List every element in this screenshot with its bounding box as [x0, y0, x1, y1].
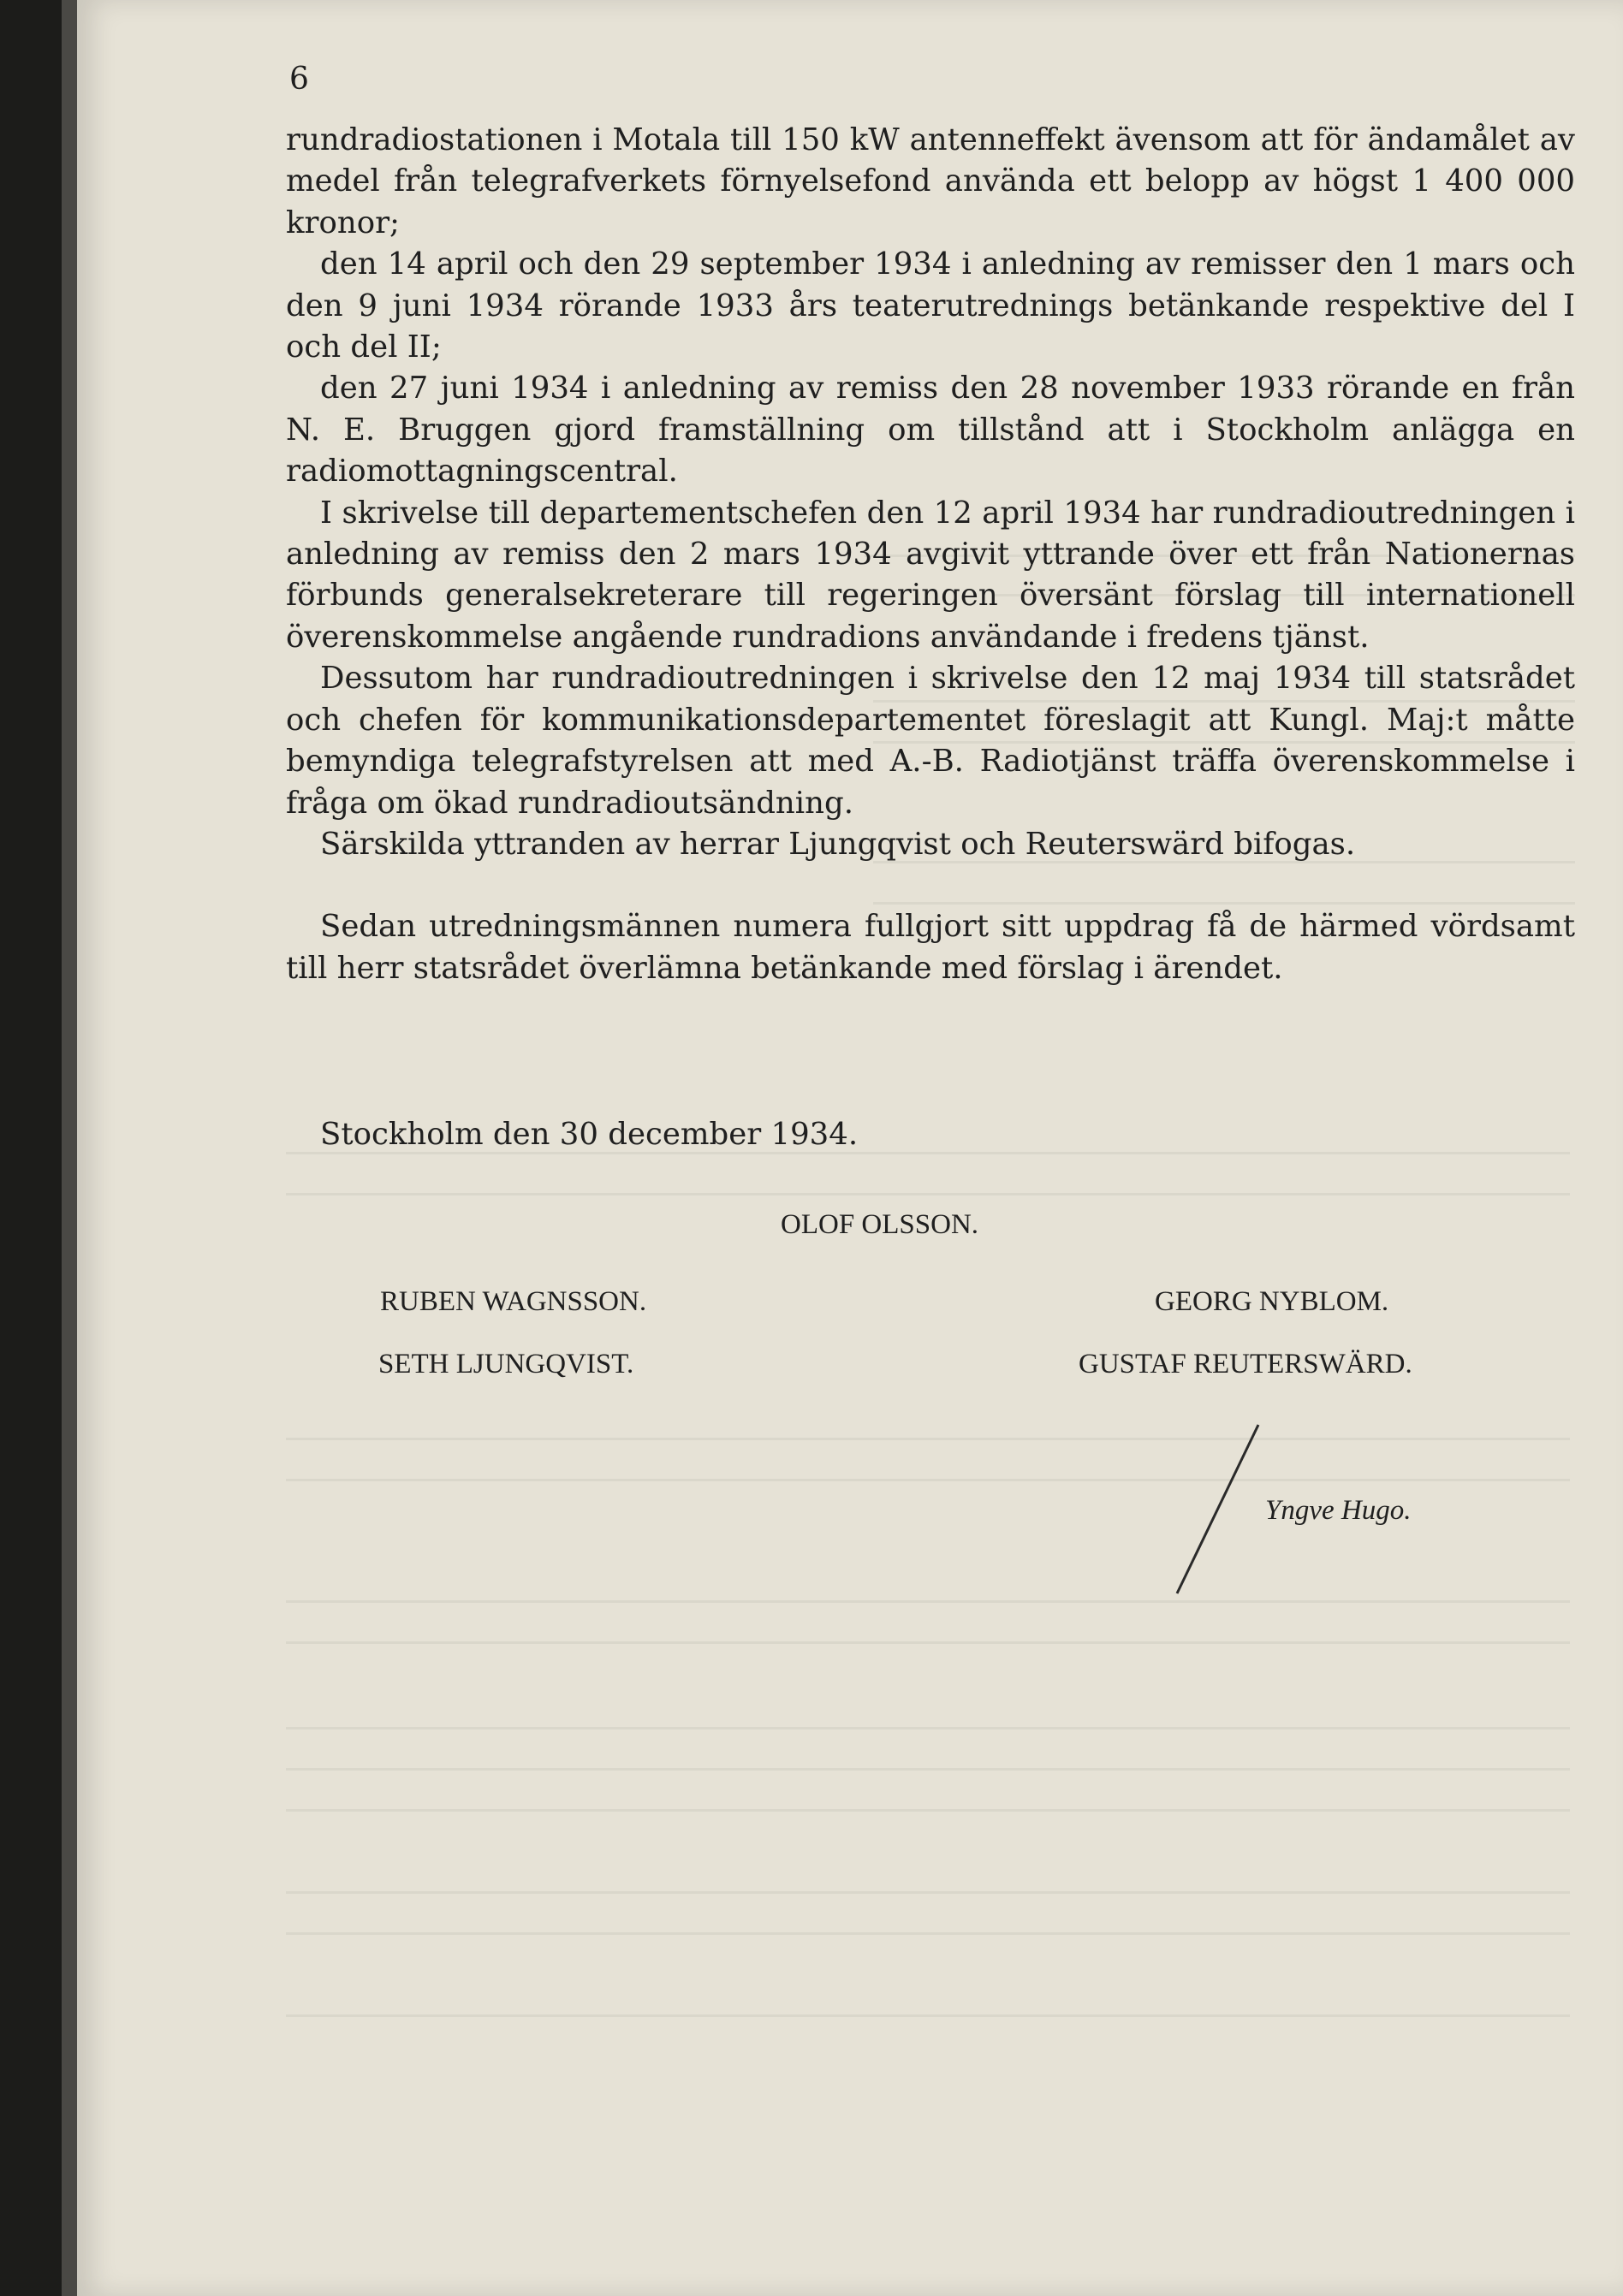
paragraph: den 27 juni 1934 i anledning av remiss den 28 november 1933 rörande en från N. E. Bruggen gjord framställning om tillstånd att i Stockholm anlägga en radiomottagningscentral.: [286, 371, 1575, 489]
signature-hugo: Yngve Hugo.: [1265, 1495, 1412, 1526]
signature-ljungqvist: SETH LJUNGQVIST.: [378, 1349, 634, 1379]
paragraph: den 14 april och den 29 september 1934 i anledning av remisser den 1 mars och den 9 juni 1934 rörande 1933 års teaterutrednings betänkande respektive del I och del II;: [286, 246, 1575, 365]
paragraph: rundradiostationen i Motala till 150 kW antenneffekt ävensom att för ändamålet av medel från telegrafverkets förnyelsefond använda ett belopp av högst 1 400 000 kronor;: [286, 122, 1575, 240]
signature-reutersward: GUSTAF REUTERSWÄRD.: [1079, 1349, 1412, 1379]
paragraph: Sedan utredningsmännen numera fullgjort sitt uppdrag få de härmed vördsamt till herr statsrådet överlämna betänkande med förslag i ärendet.: [286, 909, 1575, 986]
signature-olsson: OLOF OLSSON.: [781, 1209, 979, 1240]
signature-nyblom: GEORG NYBLOM.: [1155, 1286, 1389, 1317]
date-line: Stockholm den 30 december 1934.: [320, 1117, 859, 1152]
paragraph: I skrivelse till departementschefen den 12 april 1934 har rundradioutredningen i anledning av remiss den 2 mars 1934 avgivit yttrande över ett från Nationernas förbunds generalsekreterare till regeringen översänt förslag till internationell överenskommelse angående rundradions användande i fredens tjänst.: [286, 495, 1575, 655]
page-number: 6: [289, 62, 309, 97]
paragraph: Särskilda yttranden av herrar Ljungqvist och Reuterswärd bifogas.: [320, 826, 1356, 862]
paragraph: Dessutom har rundradioutredningen i skrivelse den 12 maj 1934 till statsrådet och chefen för kommunikationsdepartementet föreslagit att Kungl. Maj:t måtte bemyndiga telegrafstyrelsen att med A.-B. Radiotjänst träffa överenskommelse i fråga om ökad rundradioutsändning.: [286, 661, 1575, 821]
signature-wagnsson: RUBEN WAGNSSON.: [380, 1286, 647, 1317]
bracket-stroke: [1177, 1425, 1258, 1593]
